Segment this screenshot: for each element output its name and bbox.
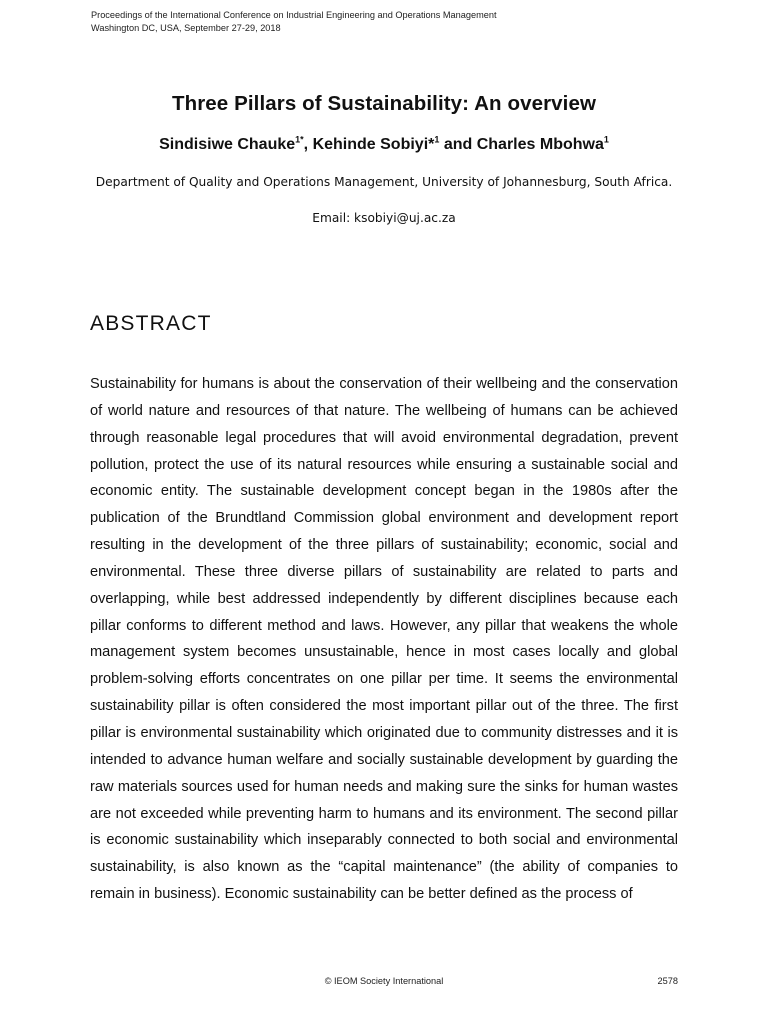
paper-title: Three Pillars of Sustainability: An overview xyxy=(171,92,596,115)
page-number: 2578 xyxy=(657,976,678,986)
header-conference-line: Proceedings of the International Conference on Industrial Engineering and Operations Management xyxy=(91,10,497,20)
author-separator: , xyxy=(303,136,313,153)
author-list xyxy=(0,136,768,154)
author-separator: and xyxy=(439,136,477,153)
author-affiliation: Department of Quality and Operations Management, University of Johannesburg, South Africa. xyxy=(95,175,673,189)
author-affiliation-mark: 1* xyxy=(295,134,304,145)
proceedings-header xyxy=(91,9,497,34)
abstract-body: Sustainability for humans is about the conservation of their wellbeing and the conservation of world nature and resources of that nature. The wellbeing of humans can be achieved through reasonable legal procedures that will avoid environmental degradation, prevent pollution, protect the use of its natural resources while ensuring a sustainable social and economic entity. The sustainable development concept began in the 1980s after the publication of the Brundtland Commission global environment and development report resulting in the development of the three pillars of sustainability; economic, social and environmental. These three diverse pillars of sustainability are related to parts and overlapping, while best addressed independently by different disciplines because each pillar conforms to different method and laws. However, any pillar that weakens the whole management system becomes unsustainable, hence in most cases locally and global problem-solving efforts concentrates on one pillar per time. It seems the environmental sustainability pillar is often considered the most important pillar out of the three. The first pillar is environmental sustainability which originated due to community distresses and it is intended to advance human welfare and socially sustainable development by guarding the raw materials sources used for human needs and making sure the sinks for human wastes are not exceeded while preventing harm to humans and its environment. The second pillar is economic sustainability which inseparably connected to both social and environmental sustainability, is also known as the “capital maintenance” (the ability of companies to remain in business). Economic sustainability can be better defined as the process of xyxy=(90,376,678,903)
abstract-heading: ABSTRACT xyxy=(90,312,212,335)
author-name: Charles Mbohwa xyxy=(476,136,604,153)
footer-copyright: © IEOM Society International xyxy=(324,976,444,986)
author-affiliation-mark: 1 xyxy=(434,134,440,145)
author-affiliation-mark: 1 xyxy=(603,134,609,145)
contact-email: Email: ksobiyi@uj.ac.za xyxy=(312,211,456,225)
header-location-line: Washington DC, USA, September 27-29, 2018 xyxy=(91,22,281,33)
author-name: Kehinde Sobiyi* xyxy=(312,136,435,153)
author-name: Sindisiwe Chauke xyxy=(159,136,296,153)
